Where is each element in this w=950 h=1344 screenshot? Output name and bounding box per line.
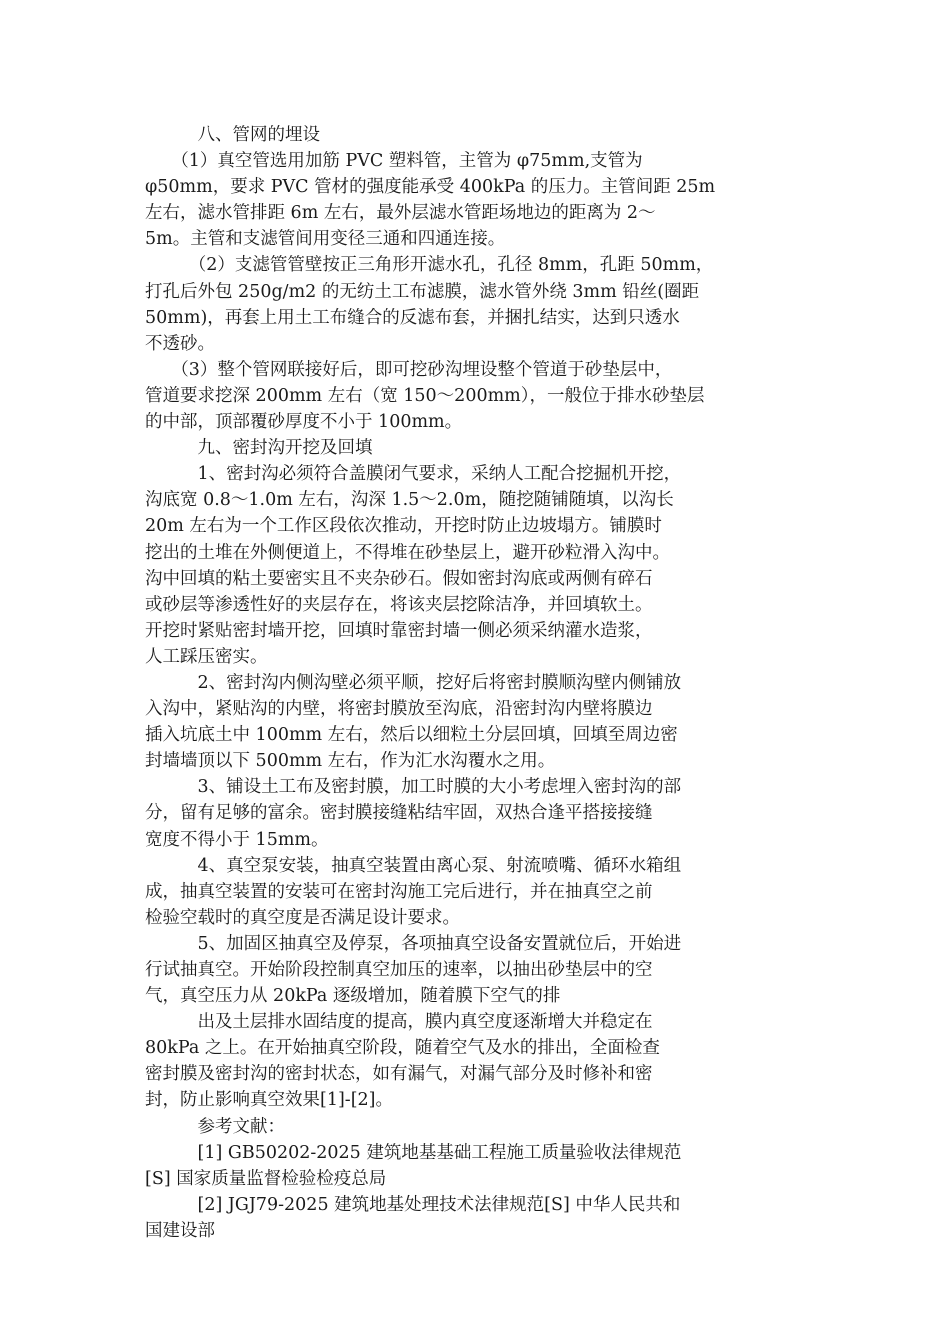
text-line: 分，留有足够的富余。密封膜接缝粘结牢固，双热合逢平搭接接缝 [145,803,653,824]
text-line: 5m。主管和支滤管间用变径三通和四通连接。 [145,229,506,250]
text-line: 气，真空压力从 20kPa 逐级增加，随着膜下空气的排 [145,986,561,1007]
text-line: 左右，滤水管排距 6m 左右，最外层滤水管距场地边的距离为 2～ [145,203,656,224]
text-line: 出及土层排水固结度的提高，膜内真空度逐渐增大并稳定在 [145,1012,653,1033]
text-line: 20m 左右为一个工作区段依次推动，开挖时防止边坡塌方。铺膜时 [145,516,662,537]
text-line: 八、管网的埋设 [145,125,320,145]
text-line: 打孔后外包 250g/m2 的无纺土工布滤膜，滤水管外绕 3mm 铅丝(圈距 [145,281,700,302]
text-line: 密封膜及密封沟的密封状态，如有漏气，对漏气部分及时修补和密 [145,1064,653,1085]
text-line: 开挖时紧贴密封墙开挖，回填时靠密封墙一侧必须采纳灌水造浆， [145,620,653,641]
text-line: 行试抽真空。开始阶段控制真空加压的速率，以抽出砂垫层中的空 [145,960,653,980]
text-line: 沟底宽 0.8～1.0m 左右，沟深 1.5～2.0m，随挖随铺随填，以沟长 [145,490,674,511]
text-line: 5、加固区抽真空及停泵，各项抽真空设备安置就位后，开始进 [145,933,682,954]
text-line: 的中部，顶部覆砂厚度不小于 100mm。 [145,412,463,433]
text-line: 成，抽真空装置的安装可在密封沟施工完后进行，并在抽真空之前 [145,881,653,902]
document-body [145,122,810,1244]
text-line: 人工踩压密实。 [145,646,268,667]
text-line: 2、密封沟内侧沟壁必须平顺，挖好后将密封膜顺沟壁内侧铺放 [145,672,682,693]
text-line: 沟中回填的粘土要密实且不夹杂砂石。假如密封沟底或两侧有碎石 [145,568,653,589]
text-line: 国建设部 [145,1220,215,1241]
text-line: 九、密封沟开挖及回填 [145,438,373,459]
text-line: 参考文献： [145,1116,285,1137]
text-line: （2）支滤管管壁按正三角形开滤水孔，孔径 8mm，孔距 50mm， [145,255,714,276]
text-line: 80kPa 之上。在开始抽真空阶段，随着空气及水的排出，全面检查 [145,1038,660,1059]
text-line: 3、铺设土工布及密封膜，加工时膜的大小考虑埋入密封沟的部 [145,777,682,798]
text-line: （1）真空管选用加筋 PVC 塑料管，主管为 φ75mm,支管为 [145,151,643,172]
text-line: 不透砂。 [145,333,215,354]
text-line: 4、真空泵安装，抽真空装置由离心泵、射流喷嘴、循环水箱组 [145,855,682,876]
text-line: 1、密封沟必须符合盖膜闭气要求，采纳人工配合挖掘机开挖， [145,464,682,485]
text-line: （3）整个管网联接好后，即可挖砂沟埋设整个管道于砂垫层中， [145,359,673,380]
text-line: 或砂层等渗透性好的夹层存在，将该夹层挖除洁净，并回填软土。 [145,594,653,615]
text-line: [2] JGJ79-2025 建筑地基处理技术法律规范[S] 中华人民共和 [145,1194,681,1215]
text-line: 封墙墙顶以下 500mm 左右，作为汇水沟覆水之用。 [145,751,556,772]
text-line: 50mm)，再套上用土工布缝合的反滤布套，并捆扎结实，达到只透水 [145,307,680,328]
text-line: [1] GB50202-2025 建筑地基基础工程施工质量验收法律规范 [145,1142,682,1163]
text-line: 管道要求挖深 200mm 左右（宽 150～200mm），一般位于排水砂垫层 [145,385,705,406]
text-line: 封，防止影响真空效果[1]-[2]。 [145,1090,393,1111]
text-line: 入沟中，紧贴沟的内壁，将密封膜放至沟底，沿密封沟内壁将膜边 [145,699,653,720]
text-line: [S] 国家质量监督检验检疫总局 [145,1168,387,1189]
text-line: φ50mm，要求 PVC 管材的强度能承受 400kPa 的压力。主管间距 25m [145,177,716,198]
text-line: 宽度不得小于 15mm。 [145,829,329,850]
text-line: 插入坑底土中 100mm 左右，然后以细粒土分层回填，回填至周边密 [145,725,678,746]
text-line: 挖出的土堆在外侧便道上，不得堆在砂垫层上，避开砂粒滑入沟中。 [145,542,670,563]
text-line: 检验空载时的真空度是否满足设计要求。 [145,907,460,928]
